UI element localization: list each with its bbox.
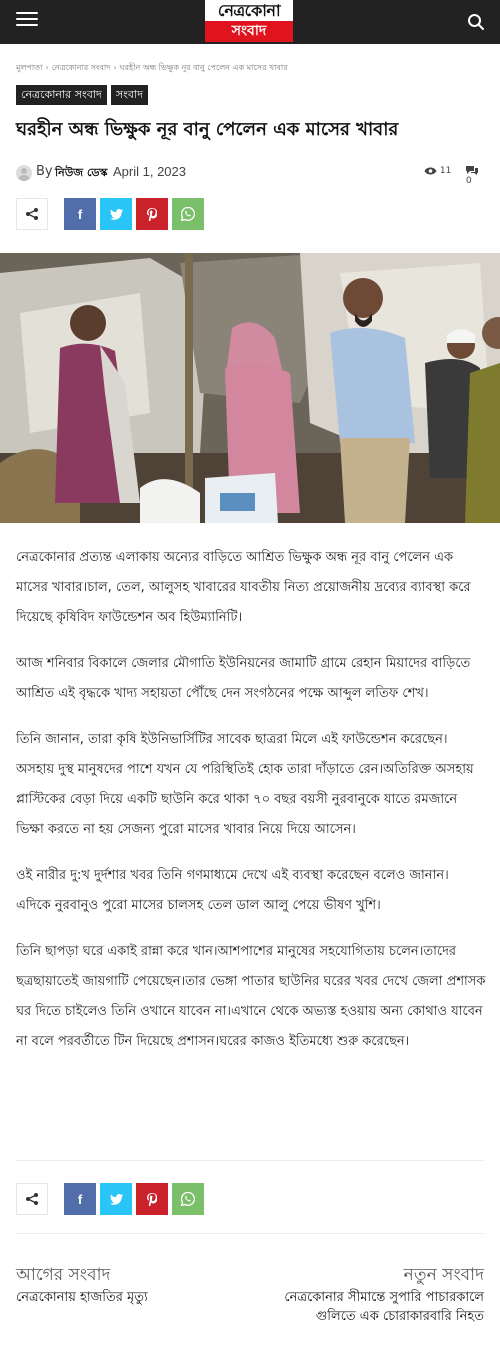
category-tag-netrokona[interactable]: নেত্রকোনার সংবাদ xyxy=(16,85,107,105)
logo-bottom-text: সংবাদ xyxy=(205,21,293,42)
article-paragraph: আজ শনিবার বিকালে জেলার মৌগাতি ইউনিয়নের জামাটি গ্রামে রেহান মিয়াদের বাড়িতে আশ্রিত এই বৃদ্ধকে খাদ্য সহায়তা পৌঁছে দেন সংগঠনের পক্ষে আব্দুল লতিফ শেখ। xyxy=(16,656,471,701)
divider xyxy=(16,1160,484,1161)
comment-count-value: 0 xyxy=(466,176,472,186)
whatsapp-icon[interactable] xyxy=(172,1183,204,1215)
breadcrumb-home[interactable]: মূলপাতা xyxy=(16,63,43,72)
article-paragraph: তিনি জানান, তারা কৃষি ইউনিভার্সিটির সাবেক ছাত্ররা মিলে এই ফাউন্ডেশন করেছেন। অসহায় দুস্থ মানুষদের পাশে যখন যে পরিস্থিতিই হোক তারা দাঁড়াতে রেন।অতিরিক্ত অসহায় প্লাস্টিকের বেড়া দিয়ে একটি ছাউনি করে থাকা ৭০ বছর বয়সী নুরবানুকে যাতে রমজানে ভিক্ষা করতে না হয় সেজন্য পুরো মাসের খাবার নিয়ে দিয়ে আসেন। xyxy=(16,732,474,837)
twitter-icon[interactable] xyxy=(100,198,132,230)
share-icon[interactable] xyxy=(16,1183,48,1215)
prev-article-link[interactable]: নেত্রকোনায় হাজতির মৃত্যু xyxy=(16,1290,148,1305)
article-meta xyxy=(16,162,486,184)
share-icon[interactable] xyxy=(16,198,48,230)
chevron-right-icon: › xyxy=(113,63,117,72)
top-bar xyxy=(0,0,500,44)
article-photo xyxy=(0,253,500,523)
article-paragraph: ওই নারীর দু:খ দুর্দশার খবর তিনি গণমাধ্যমে দেখে এই ব্যবস্থা করেছেন বলেও জানান। এদিকে নুরবানুও পুরো মাসের চালসহ তেল ডাল আলু পেয়ে ভীষণ খুশি। xyxy=(16,868,449,913)
category-tag-news[interactable]: সংবাদ xyxy=(111,85,148,105)
divider xyxy=(16,1233,484,1234)
breadcrumb xyxy=(16,62,288,75)
share-bar-top xyxy=(16,198,206,230)
article-paragraph: নেত্রকোনার প্রত্যন্ত এলাকায় অন্যের বাড়িতে আশ্রিত ভিক্ষুক অন্ধ নূর বানু পেলেন এক মাসের খাবার।চাল, তেল, আলুসহ খাবারের যাবতীয় নিত্য প্রয়োজনীয় দ্রব্যের ব্যাবস্থা করে দিয়েছে কৃষিবিদ ফাউন্ডেশন অব হিউম্যানিটি। xyxy=(16,550,471,625)
article-title: ঘরহীন অন্ধ ভিক্ষুক নূর বানু পেলেন এক মাসের খাবার xyxy=(16,119,399,140)
chevron-right-icon: › xyxy=(45,63,49,72)
twitter-icon[interactable] xyxy=(100,1183,132,1215)
prev-article-label: আগের সংবাদ xyxy=(16,1265,111,1285)
author-avatar[interactable] xyxy=(16,165,32,181)
eye-icon xyxy=(424,167,437,175)
share-bar-bottom xyxy=(16,1183,206,1215)
by-label: By xyxy=(36,164,53,179)
facebook-icon[interactable]: f xyxy=(64,1183,96,1215)
facebook-icon[interactable]: f xyxy=(64,198,96,230)
search-icon[interactable] xyxy=(467,13,485,31)
logo-top-text: নেত্রকোনা xyxy=(205,0,293,21)
article-body xyxy=(16,543,486,1073)
pinterest-icon[interactable] xyxy=(136,1183,168,1215)
comment-icon xyxy=(466,166,478,175)
site-logo[interactable] xyxy=(205,0,293,42)
breadcrumb-current: ঘরহীন অন্ধ ভিক্ষুক নূর বানু পেলেন এক মাসের খাবার xyxy=(119,63,288,72)
view-count xyxy=(424,166,451,176)
whatsapp-icon[interactable] xyxy=(172,198,204,230)
view-count-value: 11 xyxy=(439,166,452,176)
pinterest-icon[interactable] xyxy=(136,198,168,230)
breadcrumb-category[interactable]: নেত্রকোনার সংবাদ xyxy=(51,63,111,72)
next-article-link[interactable]: নেত্রকোনার সীমান্তে সুপারি পাচারকালে গুলিতে এক চোরাকারবারি নিহত xyxy=(284,1290,484,1324)
menu-icon[interactable] xyxy=(16,12,38,30)
article-paragraph: তিনি ছাপড়া ঘরে একাই রান্না করে খান।আশপাশের মানুষের সহযোগিতায় চলেন।তাদের ছত্রছায়াতেই জায়গাটি পেয়েছেন।তার ভেঙ্গা পাতার ছাউনির ঘরের খবর দেখে জেলা প্রশাসক ঘর দিতে চাইলেও তিনি ওখানে যাবেন না।এখানে থেকে অভ্যস্ত হওয়ায় অন্য কোথাও যাবেন না বলে পরবর্তীতে টিন দিয়েছে প্রশাসন।ঘরের কাজও ইতিমধ্যে শুরু করেছেন। xyxy=(16,944,486,1049)
author-name[interactable]: নিউজ ডেস্ক xyxy=(55,166,108,179)
publish-date: April 1, 2023 xyxy=(113,164,186,179)
category-tags xyxy=(16,85,148,105)
next-article-label: নতুন সংবাদ xyxy=(403,1265,484,1285)
comment-count[interactable] xyxy=(466,166,486,186)
